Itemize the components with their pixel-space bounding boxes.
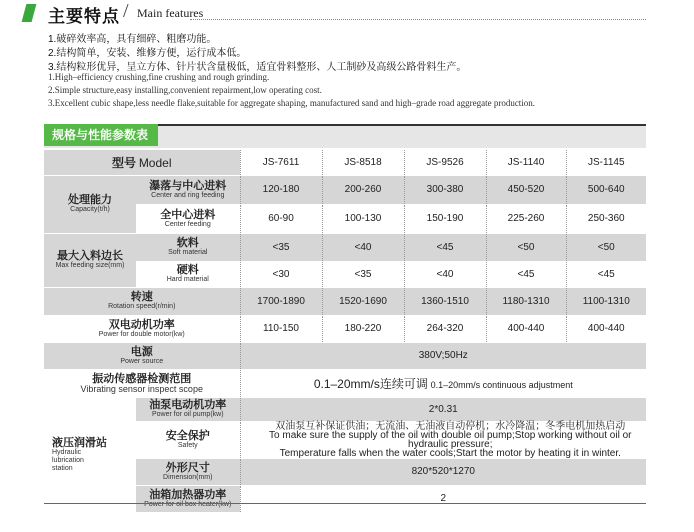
dimension-value: 820*520*1270 (240, 458, 646, 485)
rotation-cell: 1700-1890 (240, 287, 322, 315)
max-feed-cell: <35 (240, 233, 322, 261)
max-feed-sub-label: 硬料 Hard material (136, 261, 240, 287)
capacity-cell: 150-190 (404, 204, 486, 233)
motor-cell: 110-150 (240, 315, 322, 342)
safety-value: 双油泵互补保证供油；无流油、无油液自动停机；水冷降温；冬季电机加热启动 To make sure the supply of the oil with double oil pump;Stop working without oil or hydraulic pressure; Temperature falls when the water cools;Start the motor by heating it in winter. (240, 421, 646, 458)
feature-zh-1: 1.破碎效率高，具有细碎、粗磨功能。 (48, 34, 217, 45)
capacity-cell: 250-360 (566, 204, 646, 233)
motor-label: 双电动机功率 Power for double motor(kw) (44, 315, 240, 342)
capacity-sub-label: 全中心进料 Center feeding (136, 204, 240, 233)
max-feed-cell: <30 (240, 261, 322, 287)
max-feed-cell: <40 (404, 261, 486, 287)
capacity-cell: 120-180 (240, 175, 322, 204)
max-feed-cell: <45 (486, 261, 566, 287)
title-divider: / (123, 0, 129, 22)
max-feed-cell: <50 (566, 233, 646, 261)
model-cell: JS-8518 (322, 150, 404, 175)
model-cell: JS-7611 (240, 150, 322, 175)
capacity-label: 处理能力 Capacity(t/h) (44, 175, 136, 233)
capacity-cell: 300-380 (404, 175, 486, 204)
power-label: 电源 Power source (44, 342, 240, 369)
header-bullet-icon (22, 4, 37, 22)
capacity-cell: 500-640 (566, 175, 646, 204)
capacity-cell: 200-260 (322, 175, 404, 204)
motor-cell: 264-320 (404, 315, 486, 342)
motor-cell: 400-440 (486, 315, 566, 342)
power-row (44, 342, 646, 369)
feature-zh-3: 3.结构粒形优异，呈立方体、针片状含量极低，适宜骨料整形、人工制砂及高级公路骨料生产。 (48, 62, 467, 73)
section-title: 主要特点 (48, 7, 120, 26)
model-cell: JS-1140 (486, 150, 566, 175)
max-feed-row-1 (44, 233, 646, 261)
capacity-cell: 450-520 (486, 175, 566, 204)
feature-en-3: 3.Excellent cubic shape,less needle flake,suitable for aggregate shaping, manufactured sand and high–grade road aggregate production. (48, 98, 536, 108)
rotation-label: 转速 Rotation speed(r/min) (44, 287, 240, 315)
rotation-cell: 1100-1310 (566, 287, 646, 315)
rotation-cell: 1520-1690 (322, 287, 404, 315)
section-subtitle: Main features (137, 6, 204, 20)
model-cell: JS-9526 (404, 150, 486, 175)
capacity-sub-label: 瀑落与中心进料 Center and ring feeding (136, 175, 240, 204)
oil-pump-label: 油泵电动机功率 Power for oil pump(kw) (136, 397, 240, 421)
rotation-cell: 1360-1510 (404, 287, 486, 315)
spec-title: 规格与性能参数表 (44, 124, 158, 146)
vibration-value: 0.1–20mm/s连续可调 0.1–20mm/s continuous adjustment (240, 369, 646, 397)
heater-value: 2 (240, 485, 646, 512)
power-value: 380V;50Hz (240, 342, 646, 369)
section-header (0, 0, 694, 24)
feature-zh-2: 2.结构简单，安装、维修方便，运行成本低。 (48, 48, 247, 59)
model-label: 型号 Model (44, 150, 240, 175)
header-rule (190, 19, 646, 21)
max-feed-sub-label: 软料 Soft material (136, 233, 240, 261)
capacity-cell: 100-130 (322, 204, 404, 233)
feature-en-1: 1.High–efficiency crushing,fine crushing and rough grinding. (48, 72, 270, 82)
dimension-label: 外形尺寸 Dimension(mm) (136, 458, 240, 485)
max-feed-cell: <45 (404, 233, 486, 261)
lube-station-label: 液压润滑站 Hydraulic lubrication station (44, 397, 136, 512)
heater-label: 油箱加热器功率 Power for oil box heater(kw) (136, 485, 240, 512)
capacity-cell: 225-260 (486, 204, 566, 233)
safety-label: 安全保护 Safety (136, 421, 240, 458)
model-row (44, 150, 646, 175)
rotation-row (44, 287, 646, 315)
max-feed-cell: <35 (322, 261, 404, 287)
motor-cell: 400-440 (566, 315, 646, 342)
model-cell: JS-1145 (566, 150, 646, 175)
oil-pump-value: 2*0.31 (240, 397, 646, 421)
max-feed-label: 最大入料边长 Max feeding size(mm) (44, 233, 136, 287)
vibration-row (44, 369, 646, 397)
max-feed-cell: <40 (322, 233, 404, 261)
spec-table (44, 150, 646, 513)
lube-pump-row (44, 397, 646, 421)
table-bottom-rule (44, 503, 646, 504)
motor-row (44, 315, 646, 342)
capacity-row-1 (44, 175, 646, 204)
capacity-cell: 60-90 (240, 204, 322, 233)
feature-en-2: 2.Simple structure,easy installing,convenient repairment,low operating cost. (48, 85, 322, 95)
motor-cell: 180-220 (322, 315, 404, 342)
max-feed-cell: <45 (566, 261, 646, 287)
max-feed-cell: <50 (486, 233, 566, 261)
vibration-label: 振动传感器检测范围 Vibrating sensor inspect scope (44, 369, 240, 397)
rotation-cell: 1180-1310 (486, 287, 566, 315)
